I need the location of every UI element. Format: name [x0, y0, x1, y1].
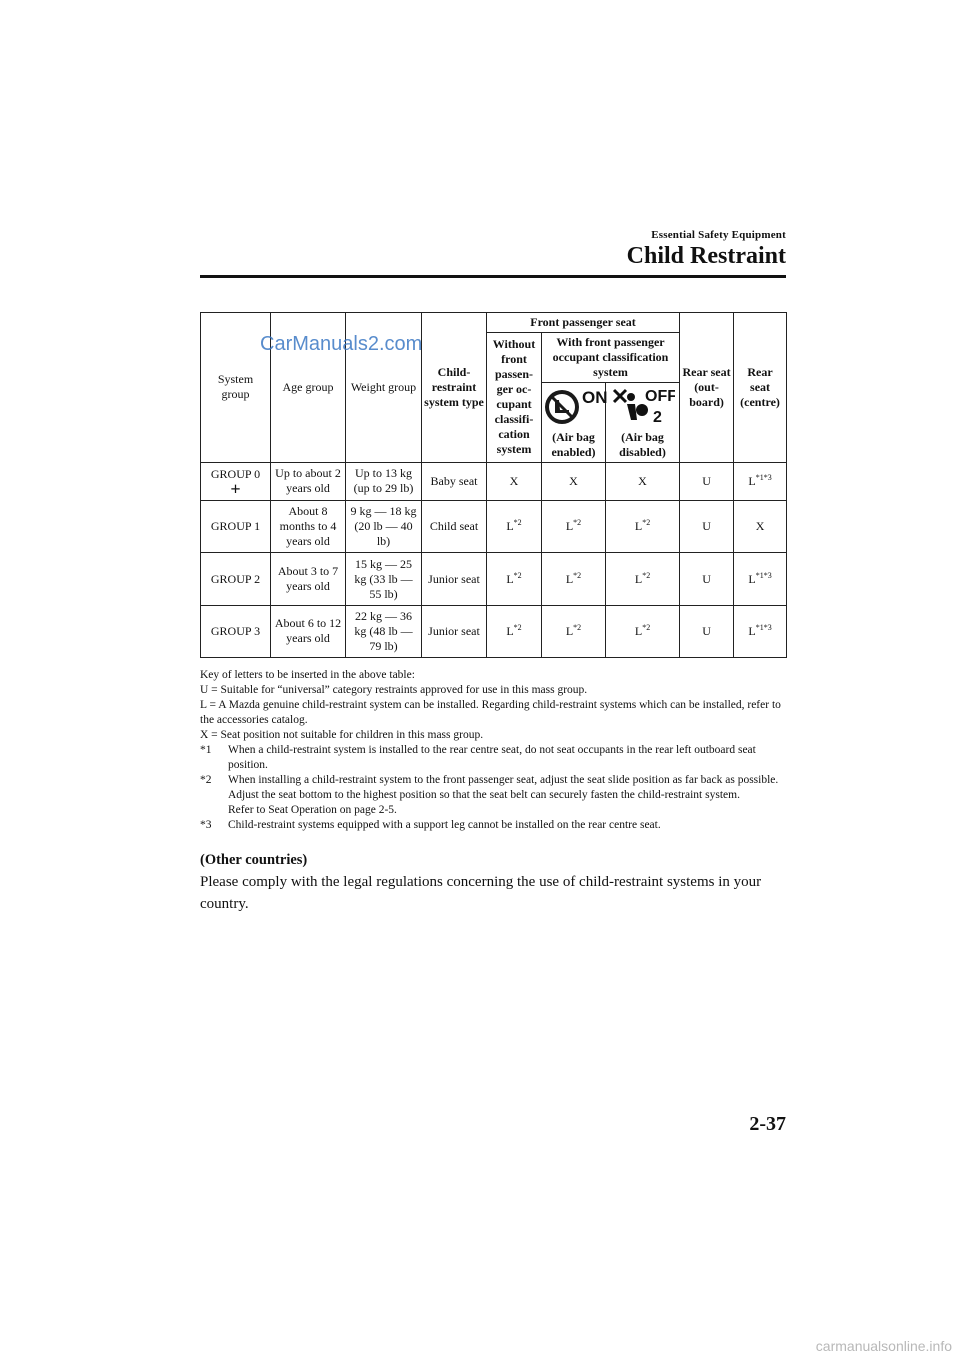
- row-disabled: $L^{*2}$: [606, 605, 680, 657]
- row-group: GROUP 2: [201, 553, 271, 605]
- row-outboard: U: [680, 462, 734, 500]
- airbag-enabled-cell: [542, 383, 606, 462]
- header-age-group: Age group: [271, 313, 346, 463]
- row-age: Up to about 2 years old: [271, 462, 346, 500]
- row-group: GROUP 1: [201, 501, 271, 553]
- row-type: Junior seat: [422, 605, 487, 657]
- svg-text:OFF: OFF: [644, 387, 675, 405]
- row-centre: $L^{*1*3}$: [734, 605, 787, 657]
- table-notes: [200, 668, 786, 833]
- row-enabled: $L^{*2}$: [542, 553, 606, 605]
- key-intro: Key of letters to be inserted in the above table:: [200, 669, 415, 681]
- airbag-off-icon: [611, 386, 675, 430]
- airbag-disabled-cell: [606, 383, 680, 462]
- row-group: GROUP 3: [201, 605, 271, 657]
- restraint-table: [200, 312, 787, 658]
- row-outboard: U: [680, 501, 734, 553]
- row-weight: 9 kg — 18 kg (20 lb — 40 lb): [346, 501, 422, 553]
- row-enabled: X: [542, 462, 606, 500]
- table-row: [201, 605, 787, 657]
- site-watermark: CarManuals2.com: [260, 333, 423, 355]
- row-outboard: U: [680, 553, 734, 605]
- row-type: Baby seat: [422, 462, 487, 500]
- row-weight: 22 kg — 36 kg (48 lb — 79 lb): [346, 605, 422, 657]
- footer-watermark: carmanualsonline.info: [815, 1338, 952, 1354]
- footnote-1: *1 When a child-restraint system is installed to the rear centre seat, do not seat occupants in the rear left outboard seat position.: [200, 744, 756, 771]
- page-number: 2-37: [749, 1113, 786, 1135]
- row-without: $L^{*2}$: [487, 501, 542, 553]
- row-outboard: U: [680, 605, 734, 657]
- row-type: Child seat: [422, 501, 487, 553]
- header-without-occupant-system: Without front passen-ger oc-cupant classifi-cation system: [487, 333, 542, 463]
- other-countries-body: Please comply with the legal regulations concerning the use of child-restraint systems in your country.: [200, 874, 762, 912]
- header-rear-outboard: Rear seat (out-board): [680, 313, 734, 463]
- header-rear-centre: Rear seat (centre): [734, 313, 787, 463]
- row-age: About 6 to 12 years old: [271, 605, 346, 657]
- universal-plus-icon: +: [230, 478, 241, 499]
- row-centre: X: [734, 501, 787, 553]
- row-enabled: $L^{*2}$: [542, 605, 606, 657]
- row-age: About 8 months to 4 years old: [271, 501, 346, 553]
- header-rule: [200, 275, 786, 278]
- footnote-3: *3 Child-restraint systems equipped with a support leg cannot be installed on the rear centre seat.: [200, 819, 661, 831]
- row-weight: 15 kg — 25 kg (33 lb — 55 lb): [346, 553, 422, 605]
- row-without: $L^{*2}$: [487, 553, 542, 605]
- key-l: L = A Mazda genuine child-restraint system can be installed. Regarding child-restraint systems which can be installed, refer to the accessories catalog.: [200, 699, 781, 726]
- svg-text:ON: ON: [582, 387, 608, 407]
- chapter-title: Child Restraint: [626, 243, 786, 269]
- table-row: [201, 553, 787, 605]
- airbag-enabled-label: (Air bag enabled): [551, 429, 596, 459]
- header-system-group: System group: [201, 313, 271, 463]
- header-weight-group: Weight group: [346, 313, 422, 463]
- row-without: $L^{*2}$: [487, 605, 542, 657]
- svg-text:2: 2: [652, 408, 662, 426]
- header-restraint-type: Child-restraint system type: [422, 313, 487, 463]
- other-countries-heading: (Other countries): [200, 852, 308, 868]
- table-row: [201, 462, 787, 500]
- row-type: Junior seat: [422, 553, 487, 605]
- row-age: About 3 to 7 years old: [271, 553, 346, 605]
- key-u: U = Suitable for “universal” category restraints approved for use in this mass group.: [200, 684, 588, 696]
- row-without: X: [487, 462, 542, 500]
- header-with-occupant-system: With front passenger occupant classification system: [542, 333, 680, 383]
- row-disabled: $L^{*2}$: [606, 553, 680, 605]
- row-disabled: X: [606, 462, 680, 500]
- row-disabled: $L^{*2}$: [606, 501, 680, 553]
- footnote-2: *2 When installing a child-restraint system to the front passenger seat, adjust the seat slide position as far back as possible. Adjust the seat bottom to the highest position so that the seat belt can securely fasten the child-restraint system. Refer to Seat Operation on page 2-5.: [200, 774, 779, 816]
- airbag-disabled-label: (Air bag disabled): [619, 429, 666, 459]
- header-front-passenger: Front passenger seat: [487, 313, 680, 333]
- section-label: Essential Safety Equipment: [651, 229, 786, 241]
- row-centre: $L^{*1*3}$: [734, 553, 787, 605]
- row-weight: Up to 13 kg (up to 29 lb): [346, 462, 422, 500]
- table-row: [201, 501, 787, 553]
- row-group: GROUP 0 +: [201, 462, 271, 500]
- row-centre: $L^{*1*3}$: [734, 462, 787, 500]
- footnote-2-ref: Refer to Seat Operation on page 2-5.: [228, 804, 397, 816]
- row-enabled: $L^{*2}$: [542, 501, 606, 553]
- key-x: X = Seat position not suitable for children in this mass group.: [200, 729, 484, 741]
